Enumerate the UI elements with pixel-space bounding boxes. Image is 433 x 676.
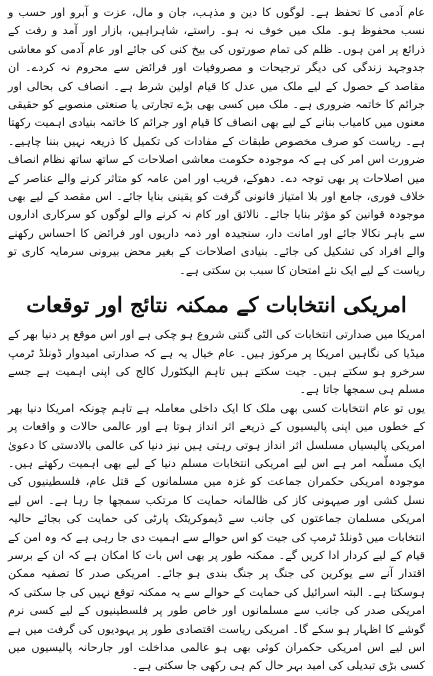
article-paragraph-3: یوں تو عام انتخابات کسی بھی ملک کا ایک داخلی معاملہ ہے تاہم چونکہ امریکا دنیا بھر کے خطوں میں اپنی پالیسیوں کے ذریعے اثر انداز ہوتا ہے اور عالمی حالات و واقعات پر امریکی پالیسیاں مسلسل اثر انداز ہوتی رہتی ہیں نیز دنیا کی عالمی بالادستی کا دعویٰ ایک مسلّمہ امر ہے اس لیے امریکی انتخابات مسلم دنیا کے لیے بھی اہمیت رکھتے ہیں۔ موجودہ امریکی حکمران جماعت کو غزہ میں مسلمانوں کے قتل عام، فلسطینیوں کی نسل کشی اور صیہونی کاز کی ظالمانہ حمایت کا مرتکب سمجھا جا رہا ہے۔ اس لیے امریکی مسلمان جماعتوں کی جانب سے ڈیموکریٹک پارٹی کی حمایت کی بجائے حالیہ انتخابات میں ڈونلڈ ٹرمپ کی جیت کو اس حوالے سے اہمیت دی جا رہی ہے کہ وہ امن کے قیام کے لیے کردار ادا کریں گے۔ ممکنہ طور پر بھی اس بات کا امکان ہے کہ ان کے برسر اقتدار آنے سے یوکرین کی جنگ پر جنگ بندی ہو جائے۔ امریکی صدر کا تصفیہ ممکن ہوسکتا ہے۔ البتہ اسرائیل کی حمایت کے حوالے سے یہ ممکنہ توقع نہیں کی جا سکتی کہ امریکی صدر کی جانب سے مسلمانوں اور خاص طور پر فلسطینیوں کے لیے کسی نرم گوشے کا اظہار ہو سکے گا۔ امریکی ریاست اقتصادی طور پر یہودیوں کی گرفت میں ہے اس لیے اس امریکی حکمران کوئی بھی ہو عالمی مداخلت اور جارحانہ پالیسیوں میں کسی بڑی تبدیلی کی امید بہر حال کم ہی رکھی جا سکتی ہے۔ <box>8 401 425 673</box>
headline-text: امریکی انتخابات کے ممکنہ نتائج اور توقعات <box>26 292 407 318</box>
article-paragraph-1: عام آدمی کا تحفظ ہے۔ لوگوں کا دین و مذہب، جان و مال، عزت و آبرو اور حسب و نسب محفوظ ہو۔ ملک میں خوف نہ ہو۔ راستے، شاہراہیں، بازار اور آمد و رفت کے ذرائع پر امن ہوں۔ ظلم کی تمام صورتوں کی بیخ کنی کی جائے اور عام آدمی کو معاشی جدوجہد زندگی کی دیگر ترجیحات و مصروفیات اور فرائض سے محروم نہ کردے۔ ان مقاصد کے حصول کے لیے ملک میں عدل کا قیام اولین شرط ہے۔ انصاف کی بحالی اور جرائم کا خاتمہ ضروری ہے۔ ملک میں کسی بھی بڑے تجارتی یا صنعتی منصوبے کو حقیقی معنوں میں کامیاب بنانے کے لیے بھی انصاف کا قیام اور جرائم کا خاتمہ بنیادی اہمیت رکھتا ہے۔ ریاست کو صرف مخصوص طبقات کے مفادات کی تکمیل کا ذریعہ نہیں بننا چاہیے۔ ضرورت اس امر کی ہے کہ موجودہ حکومت معاشی اصلاحات کے ساتھ ساتھ نظام انصاف میں اصلاحات پر بھی توجہ دے۔ دھوکے، فریب اور امن عامہ کو متاثر کرنے والے عناصر کے خلاف فوری، جامع اور بلا امتیاز قانونی گرفت کو یقینی بنایا جائے۔ اس مقصد کے لیے بھی موجودہ قوانین کو مؤثر بنایا جائے۔ نالائق اور کام نہ کرنے والے لوگوں کو سرکاری اداروں سے باہر نکالا جائے اور امانت دار، سنجیدہ اور ذمہ داریوں اور فرائض کا احساس رکھنے والے افراد کی تشکیل کی جائے۔ بنیادی اصلاحات کے بغیر محض بیرونی سرمایہ کاری تو ریاست کے لیے ایک نئے امتحان کا سبب بن سکتی ہے۔ <box>8 6 425 277</box>
article-paragraph-2: امریکا میں صدارتی انتخابات کی الٹی گنتی شروع ہو چکی ہے اور اس موقع پر دنیا بھر کے میڈیا کی نگاہیں امریکا پر مرکوز ہیں۔ عام خیال یہ ہے کہ صدارتی امیدوار ڈونلڈ ٹرمپ سرخرو ہو سکتے ہیں۔ جیت سکتے ہیں تاہم الیکٹورل کالج کی اپنی اہمیت ہے جسے مسلم ہی سمجھا جاتا ہے۔ <box>8 328 425 397</box>
article-headline <box>8 290 425 320</box>
